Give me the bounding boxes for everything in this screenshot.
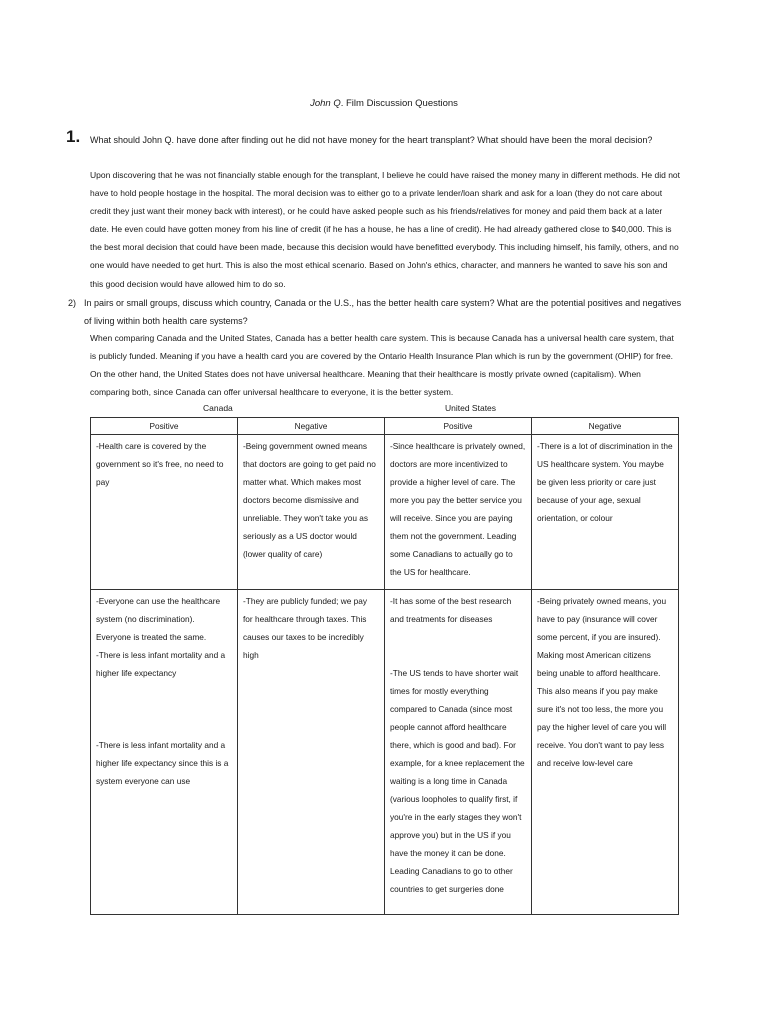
comparison-table <box>90 417 679 915</box>
header-us-negative: Negative <box>532 418 679 435</box>
cell-canada-negative: -Being government owned means that doctors are going to get paid no matter what. Which makes most doctors become dismissive and unreliable. They won't take you as seriously as a US doctor would (lower quality of care) <box>238 435 385 590</box>
question-1-text: What should John Q. have done after finding out he did not have money for the heart transplant? What should have been the moral decision? <box>90 135 653 145</box>
region-label-us: United States <box>445 403 497 413</box>
cell-point: -It has some of the best research and treatments for diseases <box>390 596 514 624</box>
question-2-number: 2) <box>68 298 77 308</box>
cell-us-negative: -Being privately owned means, you have to pay (insurance will cover some percent, if you are insured). Making most American citizens being unable to afford healthcare. This also means if you pay make sure it's not too less, the more you pay the higher level of care you will receive. You don't want to pay less and receive low-level care <box>532 590 679 915</box>
region-label-canada: Canada <box>203 403 233 413</box>
cell-us-positive <box>385 590 532 915</box>
cell-canada-positive: -Health care is covered by the government so it's free, no need to pay <box>91 435 238 590</box>
header-us-positive: Positive <box>385 418 532 435</box>
cell-point: -There is less infant mortality and a higher life expectancy <box>96 650 228 678</box>
cell-point: -There is less infant mortality and a higher life expectancy since this is a system everyone can use <box>96 740 231 786</box>
cell-canada-positive <box>91 590 238 915</box>
cell-point: -Everyone can use the healthcare system (no discrimination). Everyone is treated the same. <box>96 596 223 642</box>
question-2-answer: When comparing Canada and the United States, Canada has a better health care system. This is because Canada has a universal health care system, that is publicly funded. Meaning if you have a health card you are covered by the Ontario Health Insurance Plan which is run by the government (OHIP) for free. On the other hand, the United States does not have universal healthcare. Meaning that their healthcare is mostly private owned (capitalism). When comparing both, since Canada can offer universal healthcare to everyone, it is the better system. <box>90 333 674 398</box>
cell-us-negative: -There is a lot of discrimination in the US healthcare system. You maybe be given less priority or care just because of your age, sexual orientation, or colour <box>532 435 679 590</box>
title-suffix: . Film Discussion Questions <box>340 98 458 109</box>
table-header-row <box>91 418 679 435</box>
header-canada-negative: Negative <box>238 418 385 435</box>
question-2-text: In pairs or small groups, discuss which country, Canada or the U.S., has the better health care system? What are the potential positives and negatives of living within both health care systems? <box>84 298 682 326</box>
header-canada-positive: Positive <box>91 418 238 435</box>
table-row <box>91 435 679 590</box>
table-row <box>91 590 679 915</box>
question-1-answer: Upon discovering that he was not financially stable enough for the transplant, I believe he could have raised the money many in different methods. He did not have to hold people hostage in the hospital. The moral decision was to either go to a private lender/loan shark and ask for a loan (they do not care about credit they just want their money back with interest), or he could have asked people such as his friends/relatives for money and paid them back at a later date. He even could have gotten money from his line of credit (if he has a house, he has a line of credit). He had already gathered close to $40,000. This is the best moral decision that could have been made, because this decision would have benefitted everybody. This including himself, his family, others, and no one would have needed to get hurt. This is also the most ethical scenario. Based on John's ethics, character, and manners he wanted to save his son and this good decision would have allowed him to do so. <box>90 170 681 289</box>
cell-canada-negative: -They are publicly funded; we pay for healthcare through taxes. This causes our taxes to be incredibly high <box>238 590 385 915</box>
cell-us-positive: -Since healthcare is privately owned, doctors are more incentivized to provide a higher level of care. The more you pay the better service you will receive. Since you are paying them not the government. Leading some Canadians to actually go to the US for healthcare. <box>385 435 532 590</box>
cell-point: -The US tends to have shorter wait times for mostly everything compared to Canada (since most people cannot afford healthcare there, which is good and bad). For example, for a knee replacement the waiting is a long time in Canada (various loopholes to qualify first, if you're in the early stages they won't approve you) but in the US if you have the money it can be done. Leading Canadians to go to other countries to get surgeries done <box>390 668 527 894</box>
question-1-number: 1. <box>66 127 81 146</box>
document-title <box>0 98 768 110</box>
title-film-name: John Q <box>310 98 341 109</box>
